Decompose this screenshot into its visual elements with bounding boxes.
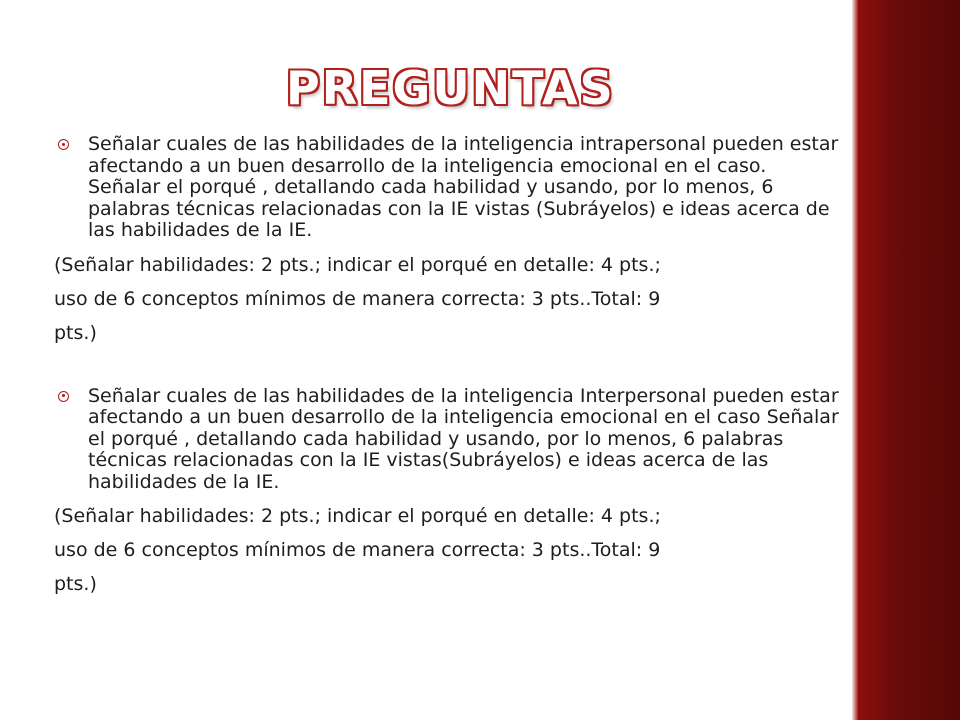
question-1-scoring-line-2: uso de 6 conceptos mínimos de manera correcta: 3 pts..Total: 9 bbox=[54, 287, 661, 310]
question-2 bbox=[54, 386, 844, 494]
spacer bbox=[54, 350, 844, 386]
decorative-sidebar bbox=[858, 0, 960, 720]
question-1-text: Señalar cuales de las habilidades de la inteligencia intrapersonal pueden estar afectando a un buen desarrollo de la inteligencia emocional en el caso. Señalar el porqué , detallando cada habilidad y usando, por lo menos, 6 palabras técnicas relacionadas con la IE vistas (Subráyelos) e ideas acerca de las habilidades de la IE. bbox=[88, 133, 839, 241]
question-2-scoring-line-2: uso de 6 conceptos mínimos de manera correcta: 3 pts..Total: 9 bbox=[54, 539, 661, 561]
slide-content bbox=[54, 134, 844, 601]
question-1-scoring-line-1: (Señalar habilidades: 2 pts.; indicar el porqué en detalle: 4 pts.; bbox=[54, 253, 661, 276]
slide-title: PREGUNTAS bbox=[286, 61, 615, 115]
question-2-scoring-line-1: (Señalar habilidades: 2 pts.; indicar el porqué en detalle: 4 pts.; bbox=[54, 505, 661, 527]
question-2-scoring-line-3: pts.) bbox=[54, 573, 97, 595]
bullet-circle-icon bbox=[58, 139, 69, 150]
question-2-text: Señalar cuales de las habilidades de la inteligencia Interpersonal pueden estar afectando a un buen desarrollo de la inteligencia emocional en el caso Señalar el porqué , detallando cada habilidad y usando, por lo menos, 6 palabras técnicas relacionadas con la IE vistas(Subráyelos) e ideas acerca de las habilidades de la IE. bbox=[88, 384, 839, 493]
question-1-scoring-line-3: pts.) bbox=[54, 321, 97, 344]
question-1 bbox=[54, 134, 844, 242]
bullet-circle-icon bbox=[58, 391, 69, 402]
